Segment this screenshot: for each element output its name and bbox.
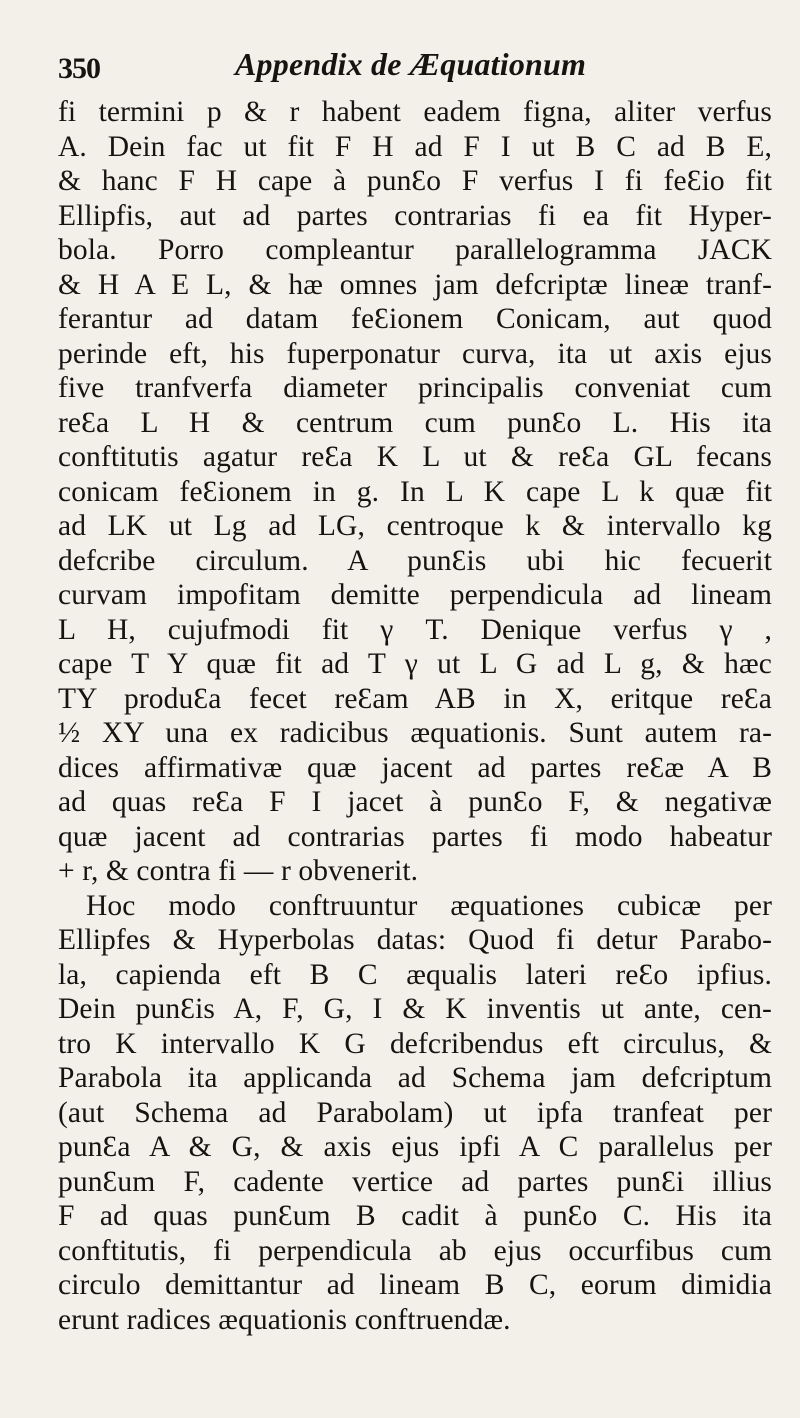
text-line: dices affirmativæ quæ jacent ad partes reƐæ A B [58,751,772,784]
text-line: Ellipfes & Hyperbolas datas: Quod fi detur Parabo- [58,924,772,956]
text-line: bola. Porro compleantur parallelogramma JACK [58,234,772,266]
text-line: circulo demittantur ad lineam B C, eorum dimidia [58,1269,772,1301]
text-line: erunt radices æquationis conftruendæ. [58,1303,511,1336]
text-line: ad quas reƐa F I jacet à punƐo F, & negativæ [58,786,772,818]
text-line: curvam impofitam demitte perpendicula ad lineam [58,579,772,611]
text-line: fi termini p & r habent eadem figna, aliter verfus [58,96,772,128]
text-line: Dein punƐis A, F, G, I & K inventis ut ante, cen- [58,993,772,1025]
text-line: conftitutis, fi perpendicula ab ejus occurfibus cum [58,1234,772,1267]
text-line: punƐum F, cadente vertice ad partes punƐi illius [58,1165,772,1198]
page-header [58,44,758,90]
body-text [58,95,772,1337]
text-line: punƐa A & G, & axis ejus ipfi A C parallelus per [58,1131,772,1163]
text-line: la, capienda eft B C æqualis lateri reƐo ipfius. [58,958,772,991]
text-line: tro K intervallo K G defcribendus eft circulus, & [58,1027,772,1060]
text-line: (aut Schema ad Parabolam) ut ipfa tranfeat per [58,1096,772,1129]
text-line: L H, cujufmodi fit γ T. Denique verfus γ , [58,613,772,646]
text-line: Ellipfis, aut ad partes contrarias fi ea fit Hyper- [58,199,772,232]
text-line: + r, & contra fi — r obvenerit. [58,855,419,887]
text-line: conftitutis agatur reƐa K L ut & reƐa GL fecans [58,441,772,473]
page-number: 350 [58,52,100,85]
text-line: perinde eft, his fuperponatur curva, ita ut axis ejus [58,337,772,370]
text-line: A. Dein fac ut fit F H ad F I ut B C ad B E, [58,130,772,163]
text-line: ½ XY una ex radicibus æquationis. Sunt autem ra- [58,717,772,749]
text-line: & hanc F H cape à punƐo F verfus I fi feƐio fit [58,165,772,197]
text-line: ferantur ad datam feƐionem Conicam, aut quod [58,303,772,335]
text-line: conicam feƐionem in g. In L K cape L k quæ fit [58,475,772,508]
text-line: defcribe circulum. A punƐis ubi hic fecuerit [58,544,772,577]
text-line: TY produƐa fecet reƐam AB in X, eritque reƐa [58,682,772,715]
running-title: Appendix de Æquationum [235,46,587,82]
text-line: ad LK ut Lg ad LG, centroque k & intervallo kg [58,510,772,542]
text-line: F ad quas punƐum B cadit à punƐo C. His ita [58,1200,772,1232]
paragraph-start-line: Hoc modo conftruuntur æquationes cubicæ per [86,889,772,922]
text-line: five tranfverfa diameter principalis conveniat cum [58,372,772,404]
text-line: cape T Y quæ fit ad T γ ut L G ad L g, & hæc [58,648,772,680]
text-line: Parabola ita applicanda ad Schema jam defcriptum [58,1062,772,1094]
text-line: quæ jacent ad contrarias partes fi modo habeatur [58,820,772,853]
text-line: reƐa L H & centrum cum punƐo L. His ita [58,406,772,439]
text-line: & H A E L, & hæ omnes jam defcriptæ lineæ tranf- [58,268,772,301]
